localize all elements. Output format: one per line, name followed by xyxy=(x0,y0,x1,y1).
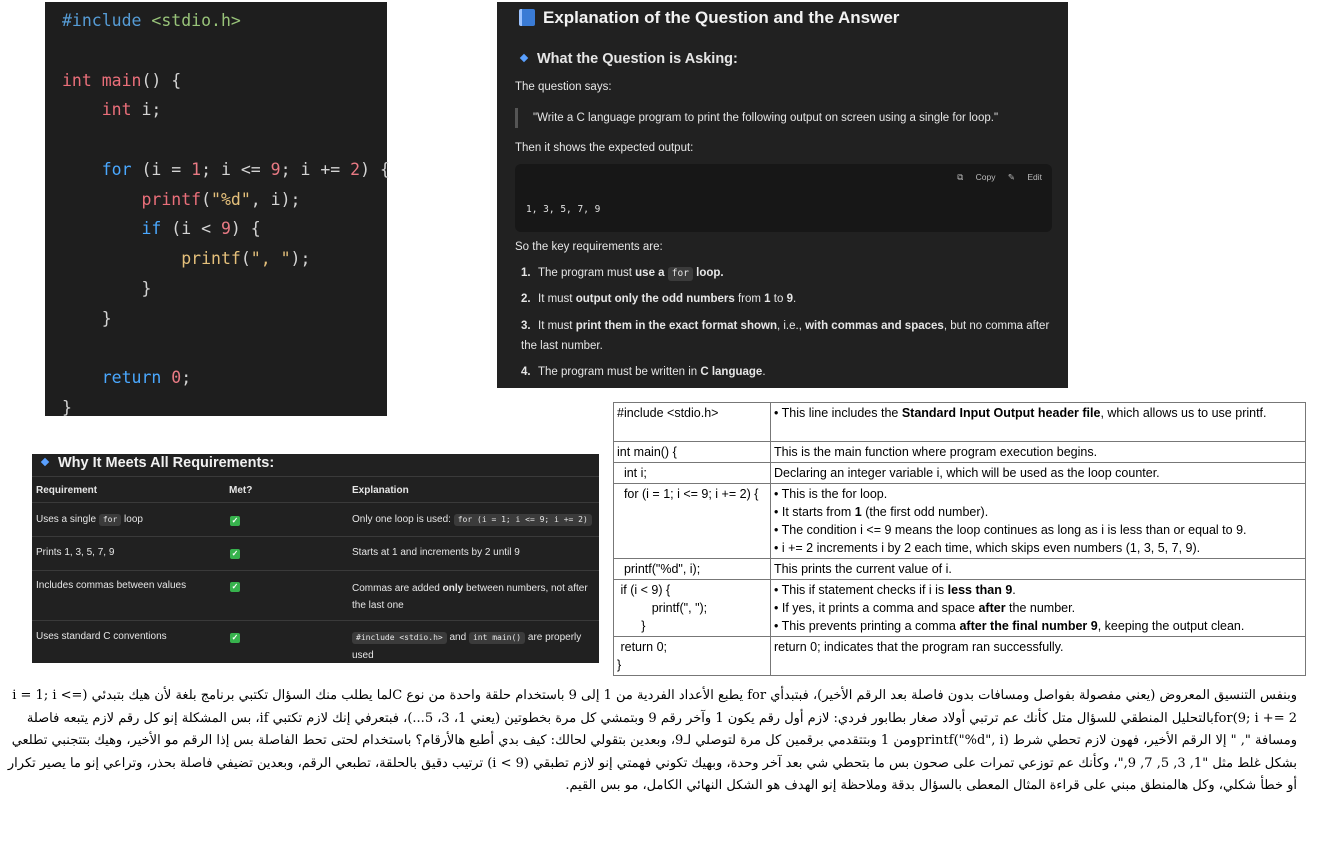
code-token: } xyxy=(141,278,152,298)
bullet-line: • i += 2 increments i by 2 each time, which skips even numbers (1, 3, 5, 7, 9). xyxy=(774,541,1201,555)
arabic-explanation-paragraph: وبنفس التنسيق المعروض (يعني مفصولة بفواصل ومسافات بدون فاصلة بعد الرقم الأخير)، فبتبدأي for يطبع الأعداد الفردية من 1 إلى 9 باستخدام حلقة واحدة من نوع Cلما يطلب منك السؤال تكتبي برنامج بلغة لأن هيك بتبدئي (i = 1; i <= 9; i += 2)forبالتحليل المنطقي للسؤال متل كأنك عم ترتبي أولاد صغار بطابور فردي: لازم أول رقم يكون 1 وآخر رقم 9 وبتمشي كل مرة بخطوتين (يعني 1، 3، 5...)، فبتعرفي إنك لازم تكتبي if، بس المشكلة إنو كل رقم لازم يتبعه فاصلة ومسافة ", " إلا الرقم الأخير، فهون لازم تحطي شرط (printf("%d", iومن 1 وبتتقدمي برقمين كل مرة لتوصلي لـ9، وبعدين بتقولي لحالك: كيف بدي أطبع هالأرقام؟ باستخدام لحتى تحط الفاصلة بس إذا الرقم مو الأخير، وهيك بتتجنبي تطلعي بشكل غلط مثل "1, 3, 5, 7, 9,"، وكأنك عم توزعي تمرات على صحون بس ما بتحطي شي بعد آخر وحدة، وبهيك تكوني فهمتي إنو لازم تطبقي (i < 9) ترتيب دقيق بالحلقة، تطبعي الرقم، وبعدين تضيفي فاصلة بحذر، وتراعي إنو ما يصير تكرار أو خطأ شكلي، وكل هالمنطق مبني على قراءة المثال المعطى بالسؤال بدقة وملاحظة إنو الهدف هو الشكل النهائي الكامل، مو بس القيم. xyxy=(7,688,1297,793)
cell-text: • If yes, it prints a comma and space xyxy=(774,601,979,615)
key-requirements-intro: So the key requirements are: xyxy=(515,241,663,253)
item-text: . xyxy=(792,293,797,305)
expected-output: 1, 3, 5, 7, 9 xyxy=(526,204,601,215)
table-row xyxy=(614,580,1306,637)
cell-bold: after the final number 9 xyxy=(959,619,1098,633)
table-row xyxy=(614,637,1306,676)
code-tag: for xyxy=(668,267,693,281)
requirement-item xyxy=(521,362,1061,382)
code-token: ; i <= xyxy=(201,159,271,179)
item-text: It must xyxy=(538,293,576,305)
code-string: ", " xyxy=(250,249,291,268)
item-text: . xyxy=(762,366,766,378)
code-cell: printf("%d", i); xyxy=(614,559,771,580)
code-cell xyxy=(614,637,771,676)
int-keyword: int xyxy=(101,100,132,120)
int-keyword: int xyxy=(62,70,92,90)
return-keyword: return xyxy=(101,368,162,387)
item-bold: 9 xyxy=(786,293,793,305)
code-token: ); xyxy=(290,249,311,268)
cell-text: • This prevents printing a comma xyxy=(774,619,960,633)
bullet-line xyxy=(774,617,1302,635)
cell-bold: after xyxy=(978,601,1006,615)
code-tag: for xyxy=(99,514,121,526)
item-text: to xyxy=(770,293,787,305)
edit-button[interactable]: ✎ Edit xyxy=(1007,172,1042,182)
code-token: ; i += xyxy=(280,159,351,179)
code-token: () { xyxy=(141,70,182,90)
check-icon: ✓ xyxy=(231,549,239,558)
cell-text: between numbers, not after the last one xyxy=(352,583,588,611)
copy-label: Copy xyxy=(975,172,996,182)
requirements-panel xyxy=(32,454,599,663)
bullet-line xyxy=(774,581,1302,599)
book-icon xyxy=(519,9,535,26)
question-heading xyxy=(521,51,738,67)
check-icon: ✓ xyxy=(231,582,239,591)
requirements-title xyxy=(42,455,274,471)
code-explanation-table xyxy=(613,402,1306,676)
include-keyword: #include xyxy=(62,11,142,30)
item-bold: output only the odd numbers xyxy=(575,293,735,305)
cell-text: , keeping the output clean. xyxy=(1097,619,1245,633)
explanation-cell xyxy=(771,403,1306,442)
requirement-item xyxy=(521,263,1061,283)
expected-output-intro: Then it shows the expected output: xyxy=(515,142,694,154)
code-editor-panel xyxy=(45,2,390,417)
cell-text: Commas are added xyxy=(352,583,443,594)
col-header-met: Met? xyxy=(229,485,253,496)
item-bold: use a xyxy=(635,267,665,279)
item-number: 4. xyxy=(521,366,531,378)
item-text: It must xyxy=(538,320,576,332)
cell-text: , which allows us to use printf. xyxy=(1100,406,1267,420)
item-number: 2. xyxy=(521,293,531,305)
edit-label: Edit xyxy=(1027,172,1042,182)
question-says-text: The question says: xyxy=(515,81,612,93)
for-keyword: for xyxy=(101,159,132,179)
explanation-cell: Declaring an integer variable i, which will be used as the loop counter. xyxy=(771,463,1306,484)
code-token: ) { xyxy=(230,219,261,239)
code-line: if (i < 9) { xyxy=(617,583,671,597)
code-token: (i < xyxy=(161,219,221,239)
item-text: , but no comma after the last number. xyxy=(521,320,1050,352)
cell-text: (the first odd number). xyxy=(861,505,989,519)
code-token: ; xyxy=(181,368,192,387)
explanation-cell xyxy=(352,514,592,526)
explanation-cell: return 0; indicates that the program ran successfully. xyxy=(771,637,1306,676)
code-toolbar xyxy=(947,172,1042,183)
code-tag: for (i = 1; i <= 9; i += 2) xyxy=(454,514,592,526)
code-cell xyxy=(614,580,771,637)
code-line: } xyxy=(617,658,622,672)
diamond-icon xyxy=(41,458,49,466)
item-bold: print them in the exact format shown xyxy=(575,320,777,332)
cell-text: loop xyxy=(121,514,143,525)
item-number: 3. xyxy=(521,320,531,332)
requirement-cell: Prints 1, 3, 5, 7, 9 xyxy=(36,547,115,558)
check-icon: ✓ xyxy=(231,516,239,525)
item-text: from xyxy=(734,293,765,305)
code-number: 9 xyxy=(220,219,231,239)
if-keyword: if xyxy=(141,219,162,239)
item-bold: C language xyxy=(700,366,763,378)
cell-text: and xyxy=(446,632,469,643)
requirement-cell xyxy=(36,514,143,526)
code-token: ( xyxy=(240,249,251,268)
explanation-panel xyxy=(497,2,1068,388)
table-row xyxy=(614,463,1306,484)
code-number: 1 xyxy=(191,159,202,179)
printf-call: printf xyxy=(181,249,241,268)
code-token: ) { xyxy=(360,159,390,179)
bullet-line: • The condition i <= 9 means the loop continues as long as i is less than or equal to 9. xyxy=(774,523,1247,537)
code-cell: int main() { xyxy=(614,442,771,463)
cell-text: • This line includes the xyxy=(774,406,902,420)
printf-call: printf xyxy=(141,189,202,209)
item-text: , i.e., xyxy=(776,320,806,332)
code-line: return 0; xyxy=(617,640,668,654)
cell-text: Only one loop is used: xyxy=(352,514,454,525)
question-quote: "Write a C language program to print the following output on screen using a single for loop." xyxy=(515,108,998,128)
item-bold: 1 xyxy=(764,293,771,305)
main-function: main xyxy=(101,70,142,90)
cell-text: • It starts from xyxy=(774,505,855,519)
code-string: "%d" xyxy=(211,189,251,209)
include-header: <stdio.h> xyxy=(151,11,241,30)
divider xyxy=(32,536,599,537)
explanation-cell: Starts at 1 and increments by 2 until 9 xyxy=(352,547,520,558)
code-block xyxy=(62,6,390,423)
cell-text: . xyxy=(1012,583,1016,597)
cell-bold: 1 xyxy=(854,505,862,519)
table-row xyxy=(614,403,1306,442)
cell-text: are properly used xyxy=(352,632,582,661)
bullet-line xyxy=(774,599,1302,617)
code-line: printf(", "); xyxy=(617,601,708,615)
table-row xyxy=(614,442,1306,463)
cell-text: the number. xyxy=(1005,601,1076,615)
explanation-cell xyxy=(352,629,594,665)
explanation-cell xyxy=(771,580,1306,637)
explanation-title-text: Explanation of the Question and the Answer xyxy=(543,8,900,27)
cell-bold: only xyxy=(442,583,464,594)
code-number: 0 xyxy=(171,368,182,387)
explanation-cell xyxy=(352,580,594,614)
explanation-cell xyxy=(771,484,1306,559)
bullet-line xyxy=(774,503,1302,521)
requirement-cell: Includes commas between values xyxy=(36,580,187,591)
code-cell: #include <stdio.h> xyxy=(614,403,771,442)
divider xyxy=(32,476,599,477)
code-line: } xyxy=(617,619,646,633)
code-token: } xyxy=(101,308,112,328)
code-number: 2 xyxy=(350,159,361,179)
code-token: } xyxy=(62,397,72,417)
explanation-title xyxy=(519,8,899,28)
code-cell: for (i = 1; i <= 9; i += 2) { xyxy=(614,484,771,559)
requirement-cell: Uses standard C conventions xyxy=(36,631,167,642)
requirement-item xyxy=(521,289,1061,309)
code-token: i; xyxy=(131,100,162,120)
question-heading-text: What the Question is Asking: xyxy=(537,51,738,67)
requirement-item xyxy=(521,316,1061,356)
col-header-requirement: Requirement xyxy=(36,485,98,496)
divider xyxy=(32,502,599,503)
item-number: 1. xyxy=(521,267,531,279)
table-row xyxy=(614,559,1306,580)
code-token: (i = xyxy=(131,159,192,179)
col-header-explanation: Explanation xyxy=(352,485,409,496)
code-number: 9 xyxy=(270,159,281,179)
item-bold: with commas and spaces xyxy=(805,320,944,332)
cell-bold: less than 9 xyxy=(947,583,1013,597)
code-cell: int i; xyxy=(614,463,771,484)
explanation-cell: This prints the current value of i. xyxy=(771,559,1306,580)
code-token: , i); xyxy=(250,189,301,209)
code-tag: int main() xyxy=(469,632,525,644)
table-row xyxy=(614,484,1306,559)
bullet-line: • This is the for loop. xyxy=(774,487,888,501)
diamond-icon xyxy=(520,54,528,62)
requirements-title-text: Why It Meets All Requirements: xyxy=(58,455,275,471)
item-text: The program must xyxy=(538,267,636,279)
cell-text: Uses a single xyxy=(36,514,99,525)
cell-text: • This if statement checks if i is xyxy=(774,583,948,597)
copy-button[interactable]: ⧉ Copy xyxy=(957,172,996,182)
item-text: The program must be written in xyxy=(538,366,701,378)
divider xyxy=(32,570,599,571)
explanation-cell: This is the main function where program execution begins. xyxy=(771,442,1306,463)
check-icon: ✓ xyxy=(231,633,239,642)
divider xyxy=(32,620,599,621)
code-token: ( xyxy=(201,189,212,209)
output-code-box xyxy=(515,164,1052,232)
item-bold: loop. xyxy=(692,267,724,279)
cell-bold: Standard Input Output header file xyxy=(901,406,1101,420)
code-tag: #include <stdio.h> xyxy=(352,632,447,644)
